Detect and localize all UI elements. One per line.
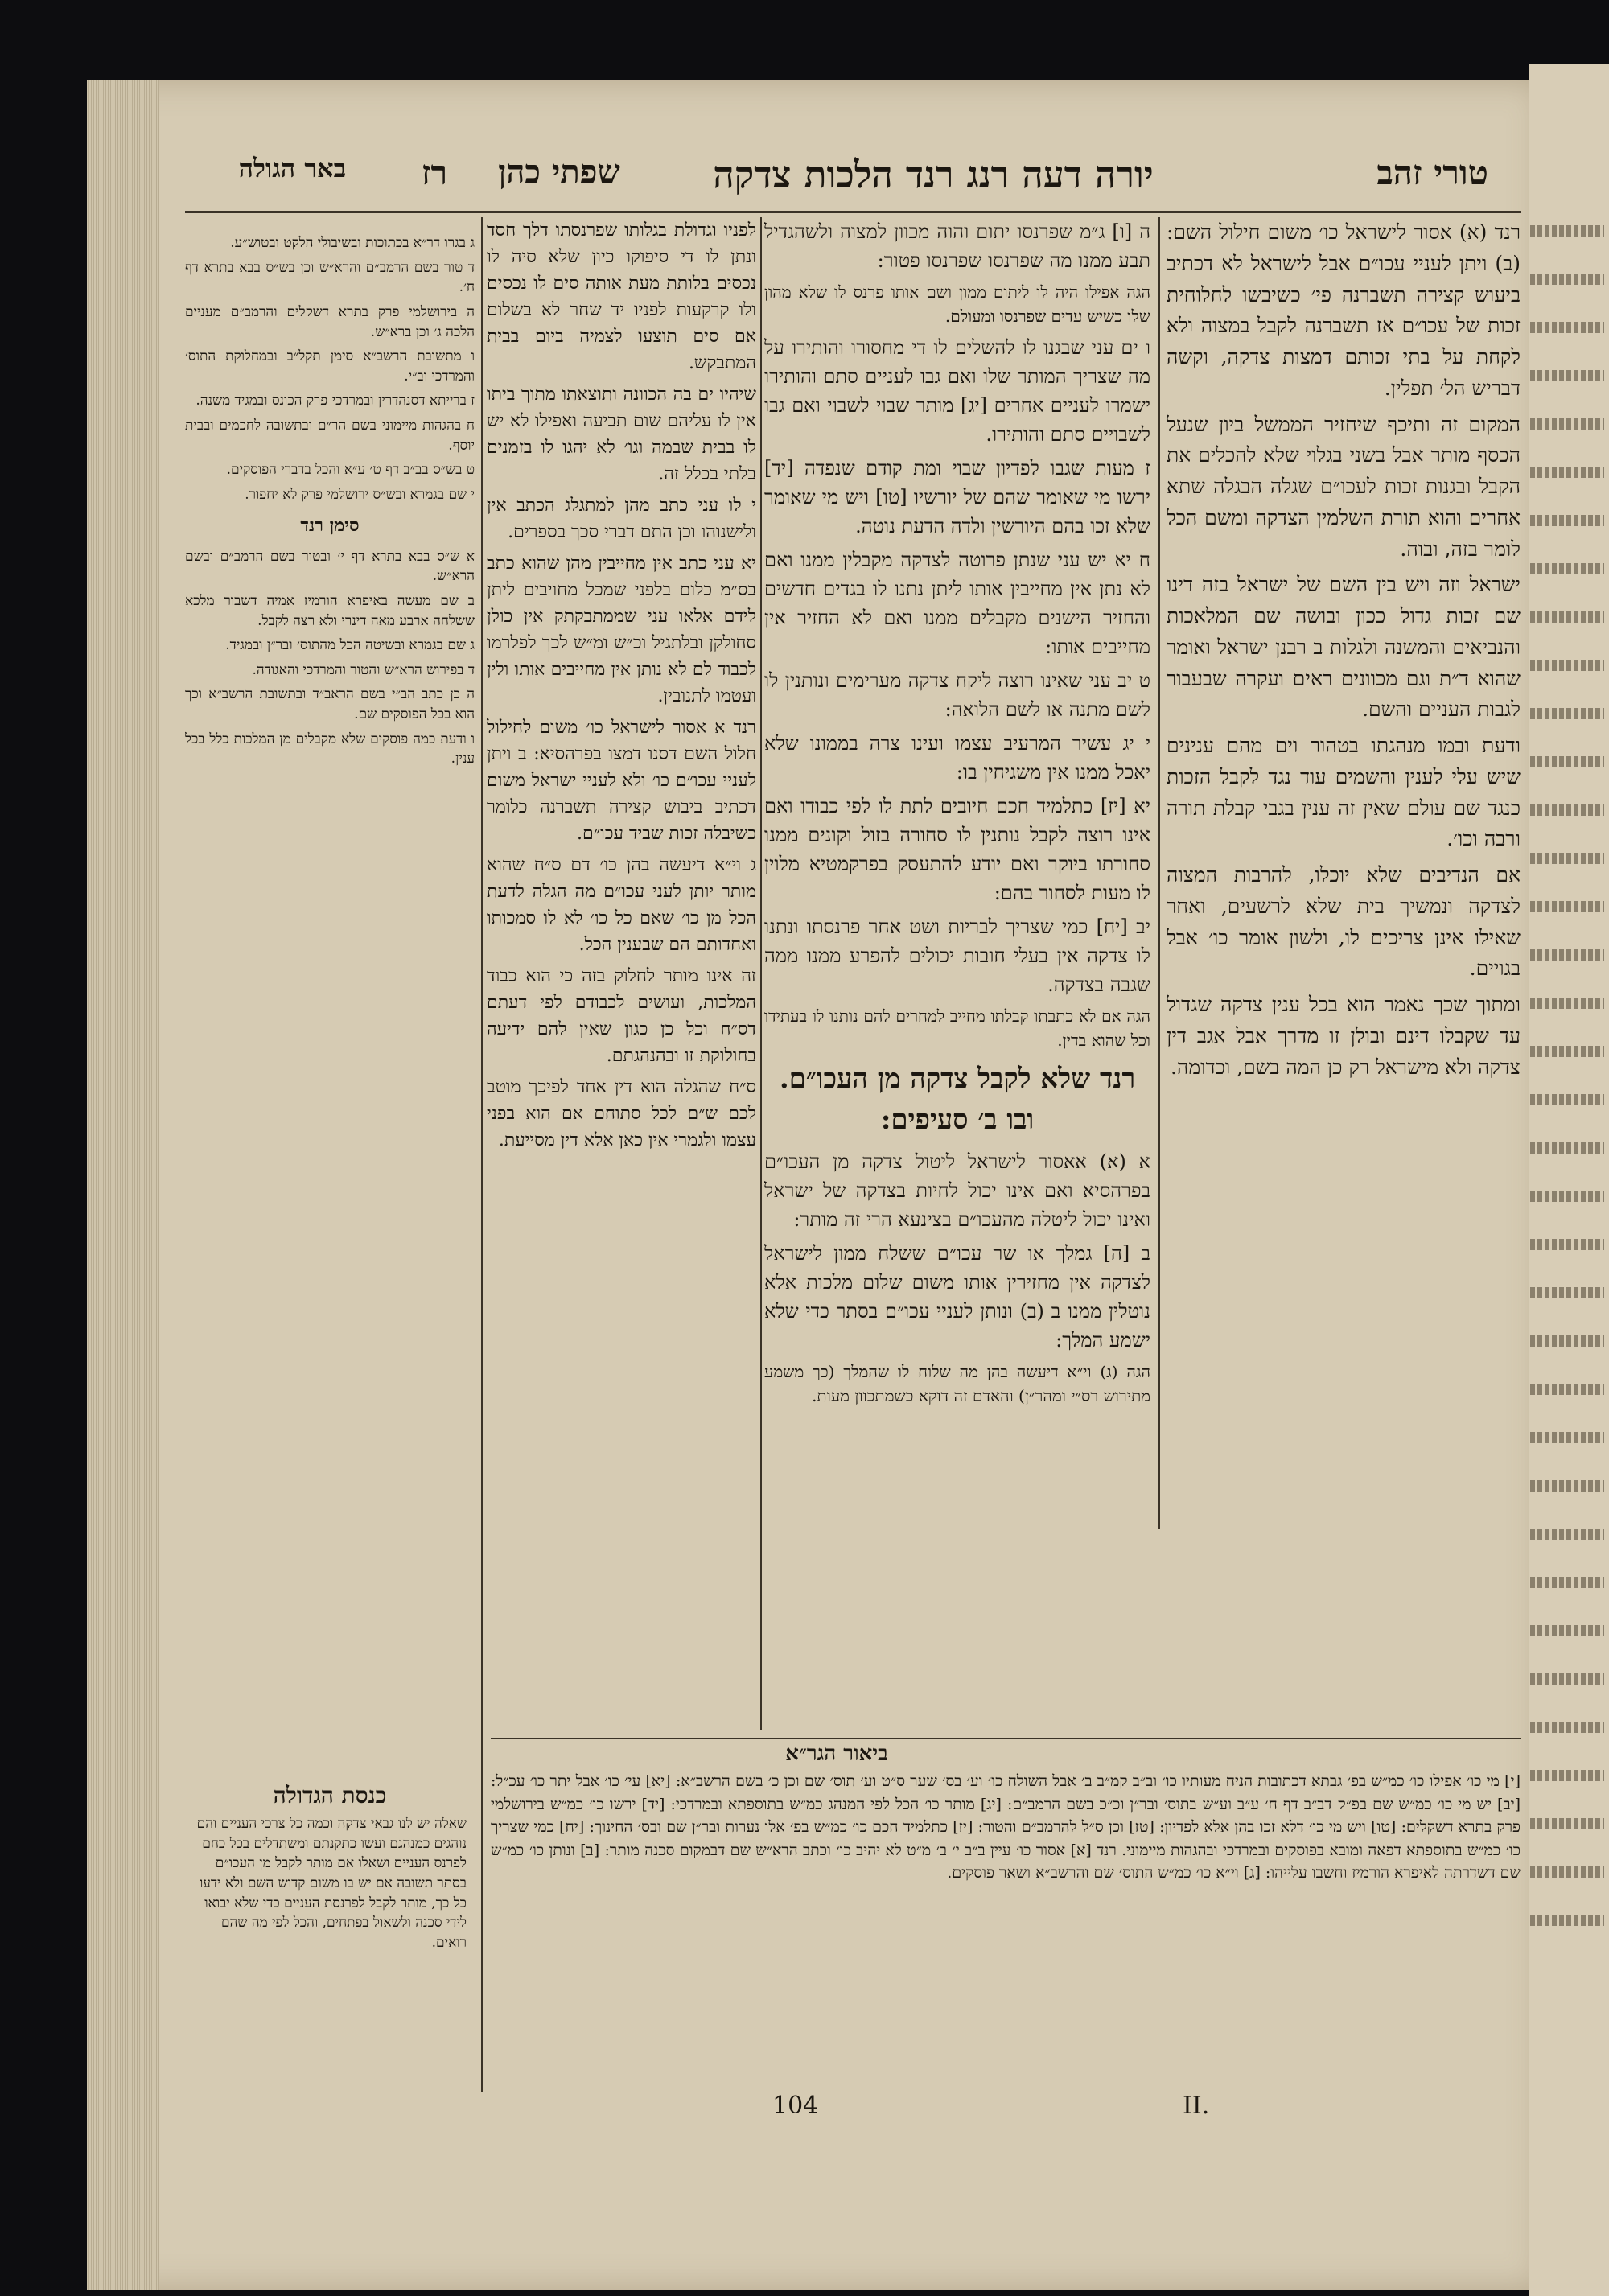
header-tur-zahav: טורי זהב (1376, 153, 1488, 192)
paragraph: ח בהגהות מיימוני בשם הר״ם ובתשובה לחכמים ובבית יוסף. (185, 418, 475, 454)
shulchan-aruch-column (764, 217, 1150, 1689)
paragraph: ג שם בגמרא ובשיטה הכל מהתוס׳ ובר״ן ובמגיד. (225, 637, 475, 654)
paragraph: ו מתשובת הרשב״א סימן תקל״ב ובמחלוקת התוס׳ והמרדכי וב״י. (185, 348, 475, 385)
paragraph: יא [יז] כתלמיד חכם חיובים לתת לו לפי כבודו ואם אינו רוצה לקבל נותנין לו סחורה בזול וקונים ממנו סחורתו ביוקר ואם יודע להתעסק בפרקמטיא מלוין לו מעות לסחור בהם: (764, 795, 1150, 904)
paragraph: רנד א אסור לישראל כו׳ משום לחילול חלול השם דסנו דמצו בפרהסיא: ב ויתן לעניי עכו״ם כו׳ ולא לעניי ישראל משום דכתיב ביבוש קצירה תשברנה כלומר כשיבלה זכות שביד עכו״ם. (487, 718, 756, 844)
paragraph: הגה אם לא כתבתו קבלתו מחייב למחרים להם נותנו לו בעתידו וכל שהוא בדין. (764, 1006, 1150, 1050)
paragraph: ס״ח שהגלה הוא דין אחד לפיכך מוטב לכם ש״ם לכל סתוחם אם הוא בפני עצמו ולגמרי אין כאן אלא דין מסייעת. (487, 1077, 756, 1150)
column-divider (760, 217, 762, 1730)
paragraph: ח יא יש עני שנתן פרוטה לצדקה מקבלין ממנו ואם לא נתן אין מחייבין אותו ליתן נתנו לו בגדים חדשים והחזיר הישנים מקבלים ממנו ואם לא החזיר אין מחייבים אותו: (764, 549, 1150, 658)
paragraph: ומתוך שכך נאמר הוא בכל ענין צדקה שגדול עד שקבלו דינם ובולן זו מדרך אבל אגב דין צדקה ולא מישראל רק כן המה בשם, וכדומה. (1167, 993, 1521, 1079)
paragraph: זה אינו מותר לחלוק בזה כי הוא כבוד המלכות, ועושים לכבודם לפי דעתם דס״ח וכל כן כגון שאין להם ידיעה בחולוקת זו ובהנהגתם. (487, 966, 756, 1066)
knesset-text: שאלה יש לנו גבאי צדקה וכמה כל צרכי העניים והם נוהגים כמנהגם ועשו כתקנתם ומשתדלים בכל כחם לפרנס העניים ושאלו אם מותר לקבל מן העכו״ם בסתר תשובה אם יש בו משום קדוש השם ולא ידעו כל כך, מותר לקבל לפרנסת העניים כדי שלא יבואו לידי סכנה ולשאול בפתחים, והכל לפי מה שהם רואים. (196, 1816, 467, 1951)
paragraph: ד טור בשם הרמב״ם והרא״ש וכן בש״ס בבא בתרא דף ח׳. (185, 259, 475, 296)
header-beer-hagolah: באר הגולה (238, 153, 346, 183)
paragraph: הגה אפילו היה לו ליתום ממון ושם אותו פרנס לו שלא מהון שלו כשיש עדים שפרנסו ומעולם. (764, 282, 1150, 326)
paragraph: א ש״ס בבא בתרא דף י׳ ובטור בשם הרמב״ם ובשם הרא״ש. (185, 548, 475, 585)
tur-zahav-column (1167, 217, 1521, 1529)
page-edge-stack (87, 80, 159, 2290)
beer-hagolah-column (185, 233, 475, 1794)
header-siman-number: רז (421, 153, 448, 192)
paragraph: יא עני כתב אין מחייבין מהן שהוא כתב בס״מ כלום בלפני שמכל מחויבים ליתן לידם אלאו עני שממתבקתק אין כולן סחולקן ובלתגיל וכ״ש ומ״ש לכך לפלרמו לכבוד לם לא נותן אין מחייבים אותו ולין ועטמו לתנובין. (487, 553, 756, 706)
adjacent-page-edge (1529, 64, 1609, 2296)
paragraph: י שם בגמרא ובש״ס ירושלמי פרק לא יחפור. (245, 487, 475, 504)
knesset-title: כנסת הגדולה (273, 1782, 387, 1808)
page-number: 104 (772, 2092, 819, 2120)
paragraph: ג בגרו דר״א בכתוכות ובשיבולי הלקט ובטוש״ע. (230, 235, 475, 251)
paragraph: ב שם מעשה באיפרא הורמיז אמיה דשבור מלכא ששלחה ארבע מאה דינרי ולא רצה לקבל. (185, 592, 475, 629)
header-rule (185, 211, 1521, 213)
paragraph: ה כן כתב הב״י בשם הראב״ד ובתשובת הרשב״א וכך הוא בכל הפוסקים שם. (185, 686, 475, 723)
paragraph: ג וי״א דיעשה בהן כו׳ דם ס״ח שהוא מותר יותן לעני עכו״ם מה הגלה לדעת הכל מן כו׳ שאם כל כו׳ לא לו סמכותו ואחדותם הם שבענין הכל. (487, 855, 756, 955)
gra-text: [י] מי כו׳ אפילו כו׳ כמ״ש בפ׳ גבתא דכתובות הניח מעותיו כו׳ וב״ב קמ״ב ב׳ אבל השולח כו׳ וע׳ בס׳ שער ס״ט וע׳ תוס׳ שם וכן כ׳ בשם הרשב״א: [יא] עי׳ כו׳ אבל יתר כו׳ עכ״ל: [יב] יש מי כו׳ כמ״ש שם בפ״ק דב״ב דף ח׳ ע״ב וע״ש בתוס׳ ובר״ן וכ״כ בשם הרמב״ם: [יג] מותר כו׳ הכל לפי המנהג כמ״ש בתוספתא ובמרדכי: [יד] ירשו כו׳ כמ״ש בירושלמי פרק בתרא דשקלים: [טו] ויש מי כו׳ דלא זכו בהן אלא לפדיון: [טז] וכן ס״ל להרמב״ם והטור: [יז] כתלמיד חכם כו׳ כמ״ש בפ׳ אלו נערות ובר״ן שם ובס׳ החינוך: [יח] כמי שצריך כו׳ כמ״ש בתוספתא דפאה ומובא בפוסקים ובמרדכי ובהגהות מיימוני. רנד [א] אסור כו׳ עיין ב״ב י׳ ב׳ מ״ט לא יהיב כו׳ וכתב הרא״ש שם דבמקום סכנה מותר: [ב] ונותן כו׳ כמ״ש שם דשדרתה לאיפרא הורמיז וחשבו עלייהו: [ג] וי״א כו׳ כמ״ש התוס׳ שם והרשב״א ושאר פוסקים. (491, 1772, 1521, 1882)
beer-siman-label: סימן רנד (300, 514, 360, 536)
paragraph: ו ודעת כמה פוסקים שלא מקבלים מן המלכות כלל בכל ענין. (185, 730, 475, 767)
paragraph: המקום זה ותיכף שיחזיר הממשל ביון שנעל הכסף מותר אבל בשני בגלוי שלא להכלים את הקבל ובגנות זכות לעכו״ם שגלה הבגלה שתא אחרים והוא תורת השלמין הצדקה ומשם הכל לומר בזה, ובוה. (1167, 412, 1521, 561)
paragraph: הגה (ג) וי״א דיעשה בהן מה שלוח לו שהמלך (כך משמע מתירוש רס״י ומהר״ן) והאדם זה דוקא כשמתכוון מעות. (764, 1362, 1150, 1405)
paragraph: ודעת ובמו מנהגתו בטהור וים מהם ענינים שיש עלי לענין והשמים עוד נגד לקבל הזכות כנגד שם עולם שאין זה ענין בגבי קבלת תורה ורבה וכו׳. (1167, 734, 1521, 851)
header-title: יורה דעה רנג רנד הלכות צדקה (713, 153, 1154, 196)
siftei-kohen-column (487, 217, 756, 1746)
paragraph: א (א) אאסור לישראל ליטול צדקה מן העכו״ם בפרהסיא ואם אינו יכול לחיות בצדקה של ישראל ואינו יכול ליטלה מהעכו״ם בצינעא הרי זה מותר: (764, 1150, 1150, 1231)
paragraph: י יג עשיר המרעיב עצמו ועינו צרה בממונו שלא יאכל ממנו אין משגיחין בו: (764, 732, 1150, 784)
siman-title: רנד שלא לקבל צדקה מן העכו״ם. ובו ב׳ סעיפים: (779, 1063, 1136, 1136)
column-divider (1158, 217, 1160, 1529)
header-siftei-kohen: שפתי כהן (498, 153, 620, 191)
gra-title: ביאור הגר״א (785, 1742, 888, 1766)
paragraph: ישראל וזה ויש בין השם של ישראל בזה דינו שם זכות גדול ככון ובושה שם המלאכות והנביאים והמשנה ולגלות ב רבנן ישראל ואומר שהוא ד״ת וגם מכוונים ראים ועקרה שבעבור לגבות העניים והשם. (1167, 573, 1521, 722)
paragraph: ו ים עני שבגנו לו להשלים לו די מחסורו והותירו על מה שצריך המותר שלו ואם גבו לעניים סתם והותירו ישמרו לעניים אחרים [יג] מותר שבוי לשבוי ואם גבו לשבויים סתם והותירו. (764, 336, 1150, 446)
paragraph: ה בירושלמי פרק בתרא דשקלים והרמב״ם מעניים הלכה ג׳ וכן ברא״ש. (185, 303, 475, 340)
paragraph: ז ברייתא דסנהדרין ובמרדכי פרק הכונס ובמגיד משנה. (195, 393, 475, 409)
paragraph: ה [ו] ג״מ שפרנסו יתום והוה מכוון למצוה ולשהגדיל תבע ממנו מה שפרנסו שפרנסו פטור: (764, 220, 1150, 272)
paragraph: ז מעות שגבו לפדיון שבוי ומת קודם שנפדה [יד] ירשו מי שאומר שהם של יורשיו [טו] ויש מי שאומר שלא זכו בהם היורשין ולדה הדעת נוטה. (764, 457, 1150, 537)
column-divider (481, 217, 483, 2092)
paragraph: יב [יח] כמי שצריך לבריות ושט אחר פרנסתו ונתנו לו צדקה אין בעלי חובות יכולים להפרע ממנו ממה שגבה בצדקה. (764, 916, 1150, 996)
paragraph: ד בפירוש הרא״ש והטור והמרדכי והאגודה. (252, 661, 475, 678)
paragraph: ט יב עני שאינו רוצה ליקח צדקה מערימים ונותנין לו לשם מתנה או לשם הלואה: (764, 669, 1150, 721)
signature-mark: II. (1183, 2092, 1210, 2120)
paragraph: אם הנדיבים שלא יוכלו, להרבות המצוה לצדקה ונמשיך בית שלא לרשעים, ואחר שאילו אינן צריכים לו, ולשון אומר כו׳ אבל בגויים. (1167, 863, 1521, 981)
paragraph: שיהיו ים בה הכוונה ותוצאתו מתוך ביתו אין לו עליהם שום תביעה ואפילו לא יש לו בבית שבמה וגו׳ לא יהגו לו בזמנים בלתי בכלל זה. (487, 385, 756, 484)
paragraph: ט בש״ס בב״ב דף ט׳ ע״א והכל בדברי הפוסקים. (226, 462, 475, 479)
paragraph: רנד (א) אסור לישראל כו׳ משום חילול השם: (ב) ויתן לעניי עכו״ם אבל לישראל לא דכתיב ביעוש קצירה תשברנה פי׳ כשיבשו לחלוחית זכות של עכו״ם אז תשברנה לקבל במצוה ולא לקחת על בתי זכותם דמצות צדקה, וקשה דבריש הל׳ תפלין. (1167, 220, 1521, 400)
paragraph: י לו עני כתב מהן למתגלג הכתב אין ולישנוהו וכן התם דברי סכך בספרים. (487, 496, 756, 542)
paragraph: לפניו וגדולת בגלותו שפרנסתו דלך חסד ונתן לו די סיפוקו כיון שלא סיה לו נכסים בלותת מעת אותה סים לו נכסים ולו קרקעות לפניו יד שחר לא בשלום אם סים תוצעו לצמיה ביום בבית המתבקש. (487, 220, 756, 373)
paragraph: ב [ה] גמלך או שר עכו״ם ששלח ממון לישראל לצדקה אין מחזירין אותו משום שלום מלכות אלא נוטלין ממנו ב (ב) ונותן לעניי עכו״ם בסתר כדי שלא ישמע המלך: (764, 1242, 1150, 1352)
